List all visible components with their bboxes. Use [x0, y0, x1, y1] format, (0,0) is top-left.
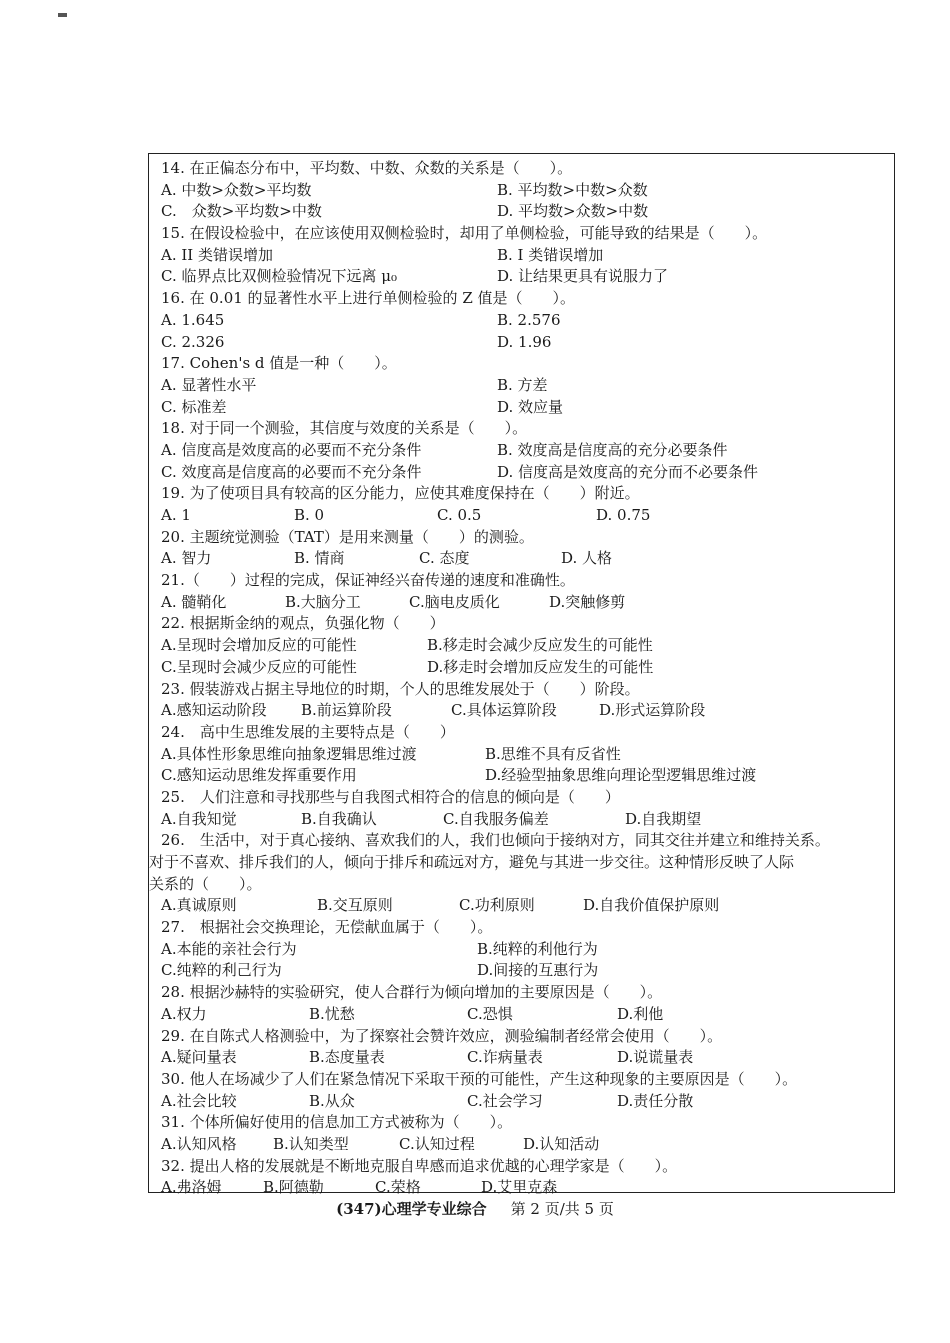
option: B.从众 — [309, 1091, 355, 1110]
option: A.疑问量表 — [161, 1048, 237, 1067]
option: D.说谎量表 — [617, 1048, 694, 1067]
stem-text: 20. 主题统觉测验（TAT）是用来测量（ ）的测验。 — [161, 527, 534, 546]
option: D.形式运算阶段 — [599, 701, 706, 720]
stem-text: 21.（ ）过程的完成，保证神经兴奋传递的速度和准确性。 — [161, 571, 575, 590]
option: A. II 类错误增加 — [161, 245, 273, 264]
option: B. 情商 — [294, 549, 345, 568]
stem-text: 31. 个体所偏好使用的信息加工方式被称为（ ）。 — [161, 1113, 513, 1132]
option: A. 髓鞘化 — [161, 592, 227, 611]
option: B. 0 — [294, 506, 325, 524]
option: D.责任分散 — [617, 1091, 694, 1110]
option: A.弗洛姆 — [161, 1178, 222, 1197]
option: A. 中数>众数>平均数 — [161, 180, 312, 199]
option: D.自我期望 — [625, 809, 702, 828]
option: D. 平均数>众数>中数 — [497, 202, 649, 221]
option: B.前运算阶段 — [301, 701, 392, 720]
option: A.本能的亲社会行为 — [161, 939, 297, 958]
option: D. 信度高是效度高的充分而不必要条件 — [497, 462, 759, 481]
option: C. 标准差 — [161, 397, 227, 416]
option: C.社会学习 — [467, 1091, 543, 1110]
option: A.感知运动阶段 — [161, 701, 267, 720]
option: D.自我价值保护原则 — [583, 896, 720, 915]
option: C. 效度高是信度高的必要而不充分条件 — [161, 462, 422, 481]
option: A. 1 — [161, 506, 191, 524]
option: B.自我确认 — [301, 809, 377, 828]
option: D. 让结果更具有说服力了 — [497, 267, 669, 286]
option: C.呈现时会减少反应的可能性 — [161, 657, 357, 676]
option: A. 智力 — [161, 549, 212, 568]
option: D.间接的互惠行为 — [477, 961, 599, 980]
option: A. 显著性水平 — [161, 375, 257, 394]
option: C. 临界点比双侧检验情况下远离 μ₀ — [161, 267, 398, 286]
option: C.恐惧 — [467, 1004, 513, 1023]
option: B.交互原则 — [317, 896, 393, 915]
option: A.认知风格 — [161, 1134, 237, 1153]
option: B. 方差 — [497, 375, 548, 394]
option: C. 0.5 — [437, 506, 482, 524]
stem-text: 17. Cohen's d 值是一种（ ）。 — [161, 354, 397, 373]
option: A.呈现时会增加反应的可能性 — [161, 636, 357, 655]
option: C.自我服务偏差 — [443, 809, 549, 828]
option: D.移走时会增加反应发生的可能性 — [427, 657, 654, 676]
option: C.具体运算阶段 — [451, 701, 557, 720]
page-number: 第 2 页/共 5 页 — [510, 1200, 614, 1218]
stem-text: 23. 假装游戏占据主导地位的时期，个人的思维发展处于（ ）阶段。 — [161, 679, 640, 698]
option: D. 效应量 — [497, 397, 564, 416]
stem-text: 15. 在假设检验中，在应该使用双侧检验时，却用了单侧检验，可能导致的结果是（ ）。 — [161, 224, 768, 243]
option: D.艾里克森 — [481, 1178, 558, 1197]
option: C.功利原则 — [459, 896, 535, 915]
stem-text: 32. 提出人格的发展就是不断地克服自卑感而追求优越的心理学家是（ ）。 — [161, 1156, 678, 1175]
option: D.经验型抽象思维向理论型逻辑思维过渡 — [485, 766, 757, 785]
option: B.思维不具有反省性 — [485, 744, 621, 763]
option: B.认知类型 — [273, 1134, 349, 1153]
option: C. 2.326 — [161, 332, 225, 351]
stem-text: 19. 为了使项目具有较高的区分能力，应使其难度保持在（ ）附近。 — [161, 484, 640, 503]
option: D. 1.96 — [497, 332, 552, 351]
option: B.态度量表 — [309, 1048, 385, 1067]
option: A.真诚原则 — [161, 896, 237, 915]
option: D.认知活动 — [523, 1134, 600, 1153]
question-stem — [161, 158, 888, 180]
stem-text: 27. 根据社会交换理论，无偿献血属于（ ）。 — [161, 918, 493, 937]
stem-text: 25. 人们注意和寻找那些与自我图式相符合的信息的倾向是（ ） — [161, 787, 620, 806]
option: D.突触修剪 — [549, 592, 626, 611]
stem-text: 对于不喜欢、排斥我们的人，倾向于排斥和疏远对方，避免与其进一步交往。这种情形反映了人际 — [149, 853, 795, 871]
stem-text: 28. 根据沙赫特的实验研究，使人合群行为倾向增加的主要原因是（ ）。 — [161, 983, 663, 1002]
option: D. 0.75 — [596, 506, 651, 524]
option: A. 1.645 — [161, 310, 225, 329]
option: C.诈病量表 — [467, 1048, 543, 1067]
option: C.脑电皮质化 — [409, 592, 500, 611]
option: B. 2.576 — [497, 310, 561, 329]
option: B.移走时会减少反应发生的可能性 — [427, 636, 653, 655]
option: C.感知运动思维发挥重要作用 — [161, 766, 357, 785]
stem-text: 关系的（ ）。 — [149, 874, 262, 893]
stem-text: 18. 对于同一个测验，其信度与效度的关系是（ ）。 — [161, 419, 528, 438]
option: A.权力 — [161, 1004, 207, 1023]
option: D.利他 — [617, 1004, 664, 1023]
option: B. I 类错误增加 — [497, 245, 604, 264]
stem-text: 16. 在 0.01 的显著性水平上进行单侧检验的 Z 值是（ ）。 — [161, 289, 576, 308]
scan-mark — [58, 13, 67, 17]
option: C. 态度 — [419, 549, 470, 568]
option: B. 平均数>中数>众数 — [497, 180, 648, 199]
option: A.具体性形象思维向抽象逻辑思维过渡 — [161, 744, 417, 763]
option: B.忧愁 — [309, 1004, 355, 1023]
option: A.社会比较 — [161, 1091, 237, 1110]
option: B. 效度高是信度高的充分必要条件 — [497, 440, 728, 459]
option: A.自我知觉 — [161, 809, 237, 828]
option: C.纯粹的利己行为 — [161, 961, 282, 980]
stem-text: 22. 根据斯金纳的观点，负强化物（ ） — [161, 614, 445, 633]
stem-text: 29. 在自陈式人格测验中，为了探察社会赞许效应，测验编制者经常会使用（ ）。 — [161, 1026, 723, 1045]
option: C.认知过程 — [399, 1134, 475, 1153]
option: B.大脑分工 — [285, 592, 361, 611]
stem-text: 26. 生活中，对于真心接纳、喜欢我们的人，我们也倾向于接纳对方，同其交往并建立和维持关系。 — [161, 831, 830, 850]
exam-frame — [148, 153, 895, 1197]
page-footer — [0, 1198, 950, 1219]
option: C.荣格 — [375, 1178, 421, 1197]
stem-text: 24. 高中生思维发展的主要特点是（ ） — [161, 722, 455, 741]
question-list — [149, 158, 888, 1199]
option: C. 众数>平均数>中数 — [161, 202, 322, 221]
subject-title: (347)心理学专业综合 — [336, 1200, 487, 1218]
stem-text: 30. 他人在场减少了人们在紧急情况下采取干预的可能性，产生这种现象的主要原因是（ ）。 — [161, 1069, 798, 1088]
option: B.纯粹的利他行为 — [477, 939, 598, 958]
option: B.阿德勒 — [263, 1178, 324, 1197]
stem-text: 14. 在正偏态分布中，平均数、中数、众数的关系是（ ）。 — [161, 159, 573, 177]
option: D. 人格 — [561, 549, 613, 568]
option: A. 信度高是效度高的必要而不充分条件 — [161, 440, 422, 459]
